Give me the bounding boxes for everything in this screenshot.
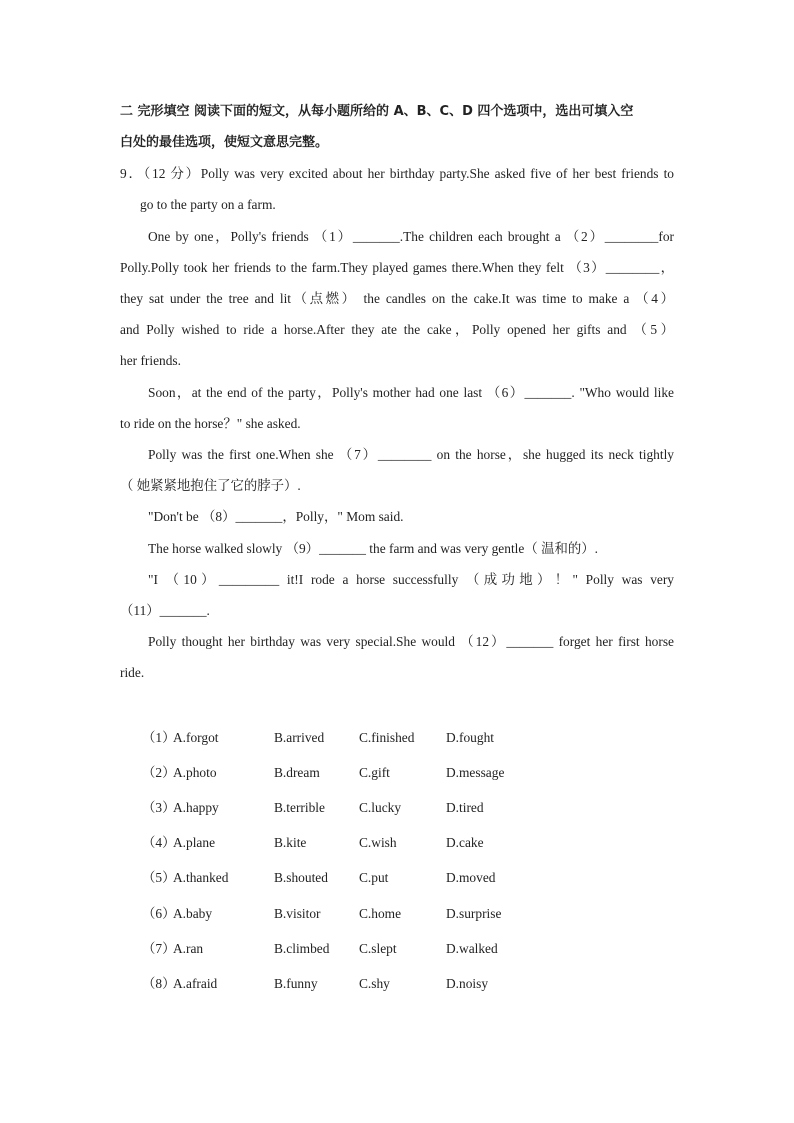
passage-line: Polly was the first one.When she （7）________ on the horse，she hugged its neck tightly: [148, 447, 674, 462]
option-c: C.finished: [359, 730, 415, 745]
option-b: B.dream: [274, 765, 320, 780]
option-a: A.afraid: [173, 976, 218, 991]
section-heading-line-2: 白处的最佳选项，使短文意思完整。: [120, 135, 329, 150]
passage-line: The horse walked slowly （9）_______ the farm and was very gentle（ 温和的）.: [148, 541, 598, 556]
option-c: C.lucky: [359, 800, 402, 815]
option-c: C.gift: [359, 765, 390, 780]
passage-line: and Polly wished to ride a horse.After they ate the cake，Polly opened her gifts and （5）: [120, 322, 674, 337]
option-d: D.message: [446, 765, 505, 780]
passage-line: her friends.: [120, 353, 181, 368]
passage-line: （ 她紧紧地抱住了它的脖子）.: [120, 478, 301, 493]
passage-line: Polly.Polly took her friends to the farm.They played games there.When they felt （3）________，: [120, 260, 674, 275]
passage-line: Soon，at the end of the party，Polly's mother had one last （6）_______. "Who would like: [148, 385, 674, 400]
option-c: C.shy: [359, 976, 390, 991]
option-number: （7）: [142, 941, 176, 956]
option-d: D.tired: [446, 800, 484, 815]
passage-line: ride.: [120, 665, 145, 680]
passage-line: "I （10）_________ it!I rode a horse successfully （成功地）！" Polly was very: [148, 572, 674, 587]
passage-line: they sat under the tree and lit（点燃） the candles on the cake.It was time to make a （4）: [120, 291, 674, 306]
option-a: A.photo: [173, 765, 217, 780]
option-b: B.funny: [274, 976, 318, 991]
option-d: D.fought: [446, 730, 494, 745]
option-a: A.baby: [173, 906, 213, 921]
option-b: B.terrible: [274, 800, 325, 815]
passage-line: to ride on the horse？" she asked.: [120, 416, 301, 431]
option-c: C.wish: [359, 835, 397, 850]
option-number: （4）: [142, 835, 176, 850]
option-d: D.noisy: [446, 976, 489, 991]
option-c: C.put: [359, 870, 389, 885]
option-a: A.thanked: [173, 870, 229, 885]
option-number: （1）: [142, 730, 176, 745]
option-number: （8）: [142, 976, 176, 991]
option-number: （6）: [142, 906, 176, 921]
option-number: （3）: [142, 800, 176, 815]
passage-line: One by one，Polly's friends （1）_______.The children each brought a （2）________for: [148, 229, 674, 244]
option-d: D.cake: [446, 835, 484, 850]
option-a: A.plane: [173, 835, 216, 850]
option-number: （2）: [142, 765, 176, 780]
option-a: A.ran: [173, 941, 204, 956]
option-c: C.home: [359, 906, 402, 921]
passage-line: （11）_______.: [120, 603, 210, 618]
option-b: B.kite: [274, 835, 307, 850]
option-b: B.arrived: [274, 730, 325, 745]
option-b: B.visitor: [274, 906, 321, 921]
passage-line: Polly thought her birthday was very special.She would （12）_______ forget her first horse: [148, 634, 674, 649]
section-heading-line-1: 二 完形填空 阅读下面的短文，从每小题所给的 A、B、C、D 四个选项中，选出可填入空: [120, 104, 634, 119]
option-d: D.walked: [446, 941, 498, 956]
option-b: B.shouted: [274, 870, 328, 885]
option-c: C.slept: [359, 941, 397, 956]
option-number: （5）: [142, 870, 176, 885]
option-a: A.forgot: [173, 730, 219, 745]
option-b: B.climbed: [274, 941, 330, 956]
passage-line: "Don't be （8）_______，Polly，" Mom said.: [148, 509, 404, 524]
question-stem-line-2: go to the party on a farm.: [140, 197, 276, 212]
option-d: D.moved: [446, 870, 496, 885]
option-d: D.surprise: [446, 906, 502, 921]
option-a: A.happy: [173, 800, 219, 815]
question-stem-line-1: 9．（12 分）Polly was very excited about her birthday party.She asked five of her best friends to: [120, 166, 674, 181]
